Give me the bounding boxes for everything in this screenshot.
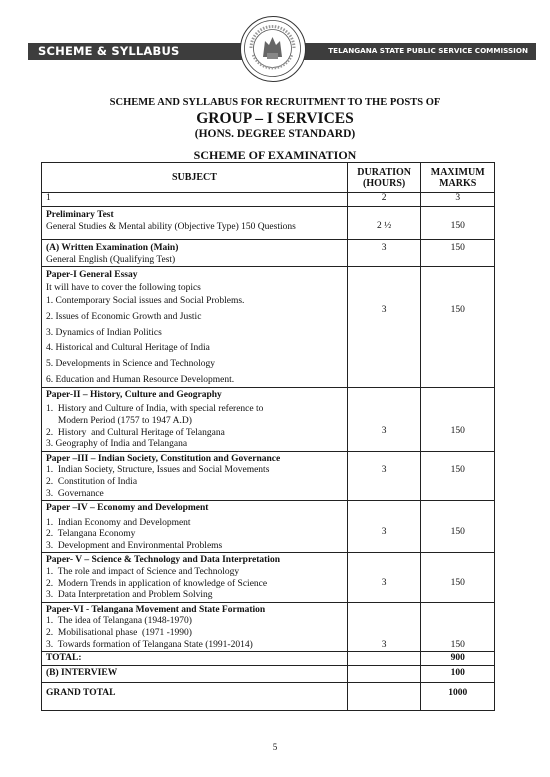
col-number-1: 1 (42, 193, 348, 207)
row-line: General English (Qualifying Test) (46, 254, 176, 265)
scheme-table (41, 162, 495, 711)
table-row (42, 501, 495, 553)
row-line: 1. The role and impact of Science and Technology (46, 567, 240, 578)
tspsc-seal-icon (240, 16, 306, 82)
table-row (42, 267, 495, 387)
row-marks: 150 (450, 221, 465, 231)
table-row (42, 602, 495, 652)
table-row (42, 240, 495, 267)
table-row (42, 451, 495, 500)
row-marks: 150 (450, 639, 465, 650)
table-row (42, 553, 495, 602)
row-duration: 2 ½ (377, 221, 392, 231)
row-line: 1. Indian Society, Structure, Issues and Social Movements (46, 465, 270, 476)
header-left-title: SCHEME & SYLLABUS (38, 44, 180, 58)
row-line: 1. History and Culture of India, with special reference to (46, 404, 264, 415)
row-line: 3. Data Interpretation and Problem Solving (46, 590, 213, 601)
row-duration: 3 (381, 527, 387, 538)
row-title: Paper –III – Indian Society, Constitution and Governance (46, 453, 281, 464)
table-row (42, 207, 495, 240)
col-number-2: 2 (347, 193, 421, 207)
header-duration: DURATION (HOURS) (347, 163, 421, 193)
header-subject: SUBJECT (42, 163, 348, 193)
page-number: 5 (272, 742, 278, 752)
row-marks: 150 (450, 425, 465, 436)
row-line: 3. Dynamics of Indian Politics (46, 327, 162, 338)
header-marks: MAXIMUM MARKS (421, 163, 495, 193)
row-duration: 3 (381, 464, 387, 475)
row-duration: 3 (381, 305, 387, 316)
row-line: 2. Issues of Economic Growth and Justic (46, 311, 202, 322)
table-row (42, 387, 495, 451)
row-line: 2. History and Cultural Heritage of Telangana (46, 427, 225, 438)
row-marks: 150 (450, 243, 465, 254)
row-title: Paper-I General Essay (46, 270, 138, 281)
row-title: Paper-VI - Telangana Movement and State Formation (46, 604, 266, 615)
row-line: 5. Developments in Science and Technology (46, 359, 216, 370)
row-title: Paper-II – History, Culture and Geography (46, 389, 222, 400)
doc-title-scheme: SCHEME OF EXAMINATION (193, 148, 357, 162)
row-marks: 150 (450, 305, 465, 316)
table-header-row (42, 163, 495, 193)
row-line: 4. Historical and Cultural Heritage of India (46, 343, 210, 354)
row-marks: 150 (450, 527, 465, 538)
grand-total-marks: 1000 (421, 682, 495, 711)
grand-total-row (42, 682, 495, 711)
total-row (42, 652, 495, 666)
row-line: 2. Telangana Economy (46, 529, 136, 540)
interview-row (42, 666, 495, 683)
doc-title-group: GROUP – I SERVICES (196, 110, 354, 127)
row-title: (A) Written Examination (Main) (46, 243, 179, 254)
row-line: 3. Towards formation of Telangana State (1991-2014) (46, 639, 253, 650)
row-title: Paper –IV – Economy and Development (46, 503, 209, 514)
row-line: 3. Geography of India and Telangana (46, 439, 188, 450)
row-line: 3. Governance (46, 488, 104, 499)
row-line: General Studies & Mental ability (Objective Type) 150 Questions (46, 221, 296, 232)
row-duration: 3 (381, 243, 387, 254)
grand-total-label: GRAND TOTAL (42, 682, 348, 711)
row-line: Modern Period (1757 to 1947 A.D) (46, 415, 192, 426)
row-marks: 150 (450, 578, 465, 589)
row-line: 2. Mobilisational phase (1971 -1990) (46, 628, 192, 639)
row-duration: 3 (381, 578, 387, 589)
row-line: 1. Indian Economy and Development (46, 517, 191, 528)
doc-title-line1: SCHEME AND SYLLABUS FOR RECRUITMENT TO THE POSTS OF (109, 97, 441, 108)
row-title: Preliminary Test (46, 210, 114, 220)
table-number-row (42, 193, 495, 207)
row-line: 1. The idea of Telangana (1948-1970) (46, 616, 192, 627)
row-line: It will have to cover the following topics (46, 283, 201, 294)
row-duration: 3 (381, 425, 387, 436)
header-right-title: TELANGANA STATE PUBLIC SERVICE COMMISSION (328, 46, 528, 55)
doc-title-standard: (HONS. DEGREE STANDARD) (194, 128, 356, 140)
row-line: 1. Contemporary Social issues and Social Problems. (46, 295, 245, 306)
row-marks: 150 (450, 464, 465, 475)
row-line: 3. Development and Environmental Problems (46, 540, 223, 551)
row-line: 2. Modern Trends in application of knowledge of Science (46, 578, 268, 589)
row-line: 2. Constitution of India (46, 476, 138, 487)
interview-marks: 100 (421, 666, 495, 683)
interview-label: (B) INTERVIEW (42, 666, 348, 683)
row-title: Paper- V – Science & Technology and Data Interpretation (46, 555, 280, 566)
row-line: 6. Education and Human Resource Development. (46, 374, 235, 385)
col-number-3: 3 (421, 193, 495, 207)
row-duration: 3 (381, 639, 387, 650)
total-marks: 900 (421, 652, 495, 666)
total-label: TOTAL: (42, 652, 348, 666)
